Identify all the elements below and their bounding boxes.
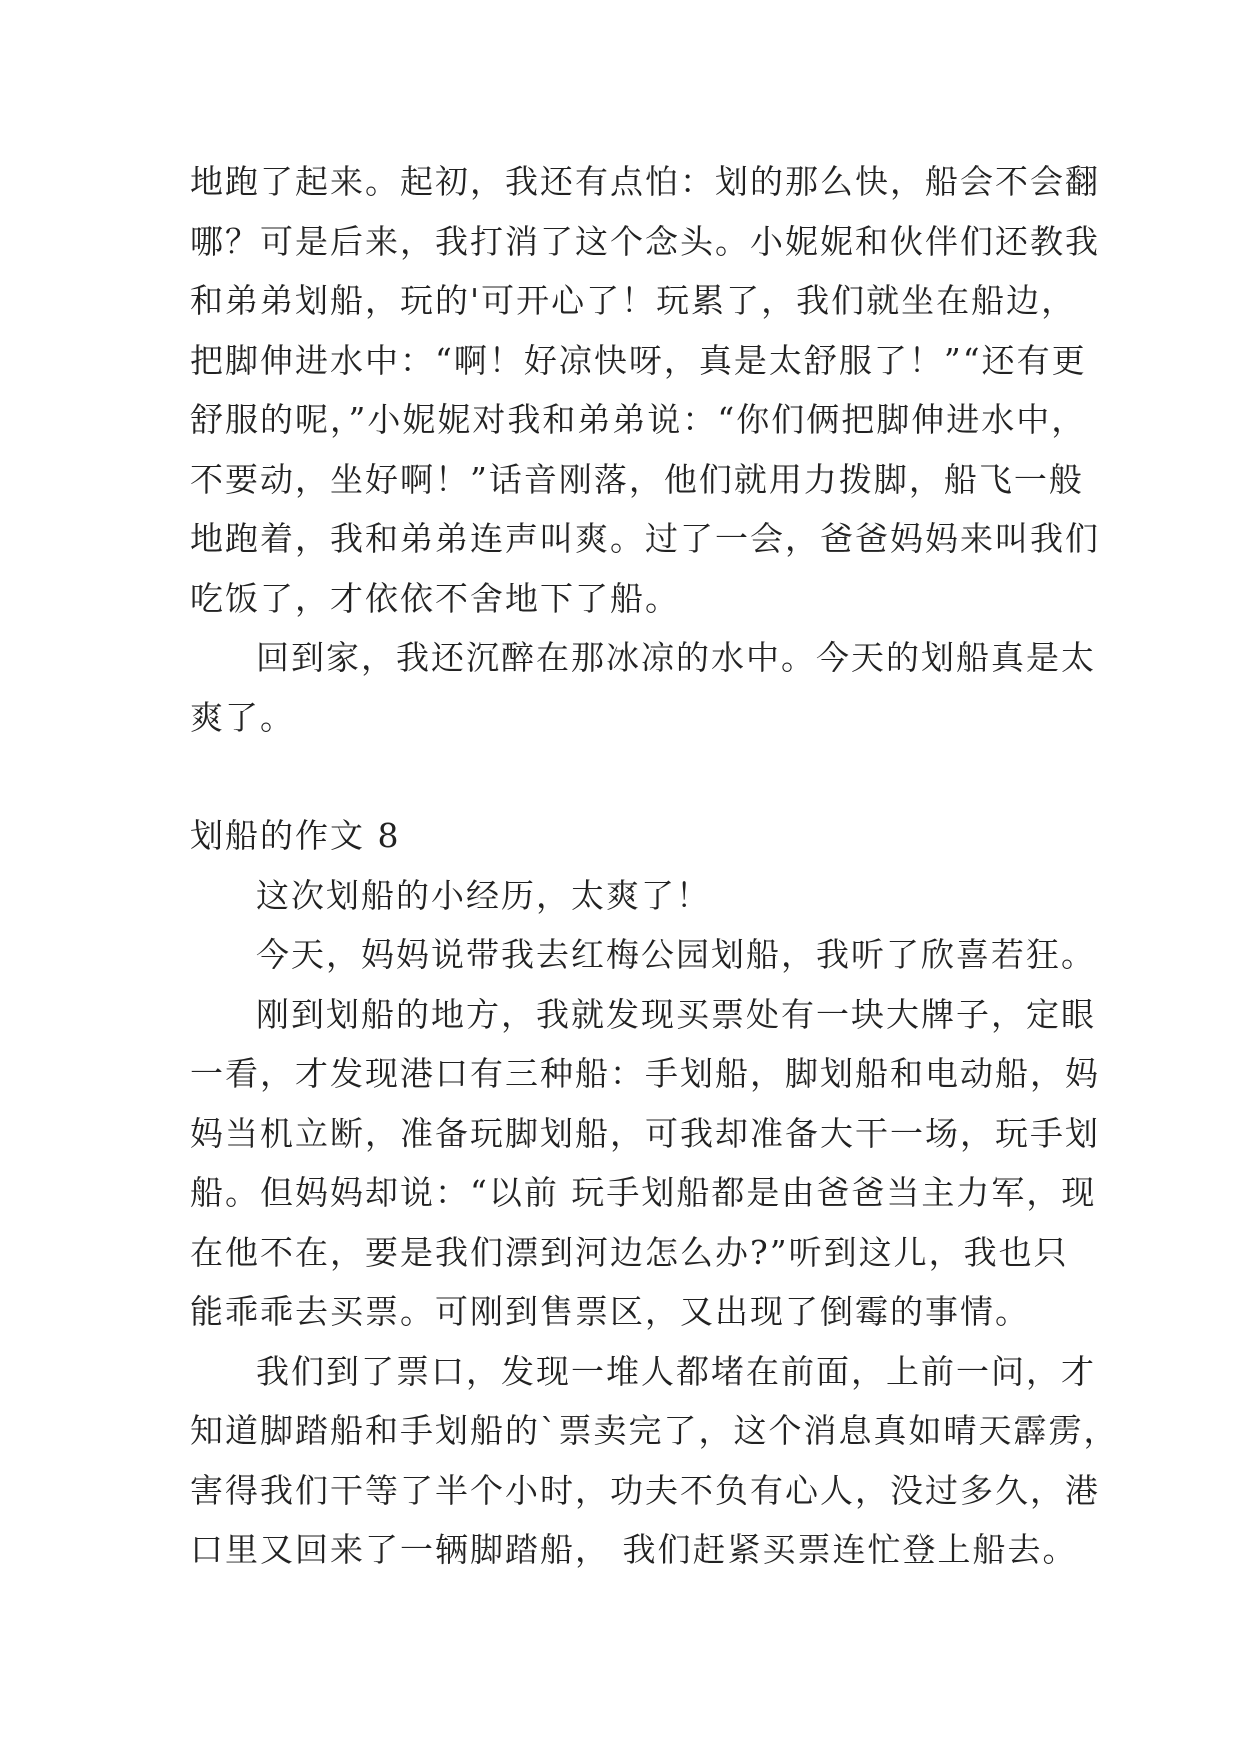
text-line: 吃饭了，才依依不舍地下了船。 — [190, 578, 680, 618]
text-line: 哪？可是后来，我打消了这个念头。小妮妮和伙伴们还教我 — [190, 221, 1100, 261]
text-line: 害得我们干等了半个小时，功夫不负有心人，没过多久，港 — [190, 1470, 1100, 1510]
text-line: 地跑着，我和弟弟连声叫爽。过了一会，爸爸妈妈来叫我们 — [190, 519, 1100, 558]
document-body — [190, 152, 1119, 1580]
paragraph-continued — [190, 152, 1100, 628]
text-line: 刚到划船的地方，我就发现买票处有一块大牌子，定眼 — [256, 994, 1096, 1034]
section-title: 划船的作文 8 — [190, 816, 401, 855]
text-line: 能乖乖去买票。可刚到售票区，又出现了倒霉的事情。 — [190, 1292, 1030, 1331]
text-line: 口里又回来了一辆脚踏船， 我们赶紧买票连忙登上船去。 — [190, 1530, 1078, 1569]
text-line: 船。但妈妈却说：“以前 玩手划船都是由爸爸当主力军，现 — [190, 1173, 1097, 1212]
paragraph-closing — [190, 628, 1096, 747]
paragraph-ticket-window — [190, 1342, 1119, 1580]
paragraph-today: 今天，妈妈说带我去红梅公园划船，我听了欣喜若狂。 — [256, 935, 1096, 974]
text-line: 地跑了起来。起初，我还有点怕：划的那么快，船会不会翻 — [190, 162, 1100, 201]
text-line: 不要动，坐好啊！”话音刚落，他们就用力拨脚，船飞一般 — [190, 459, 1084, 499]
text-line: 我们到了票口，发现一堆人都堵在前面，上前一问，才 — [256, 1351, 1096, 1391]
text-line: 在他不在，要是我们漂到河边怎么办?”听到这儿，我也只 — [190, 1232, 1069, 1272]
text-line: 回到家，我还沉醉在那冰凉的水中。今天的划船真是太 — [256, 638, 1096, 677]
section-spacer — [190, 747, 1058, 806]
paragraph-intro: 这次划船的小经历，太爽了！ — [256, 875, 711, 915]
text-line: 舒服的呢，”小妮妮对我和弟弟说：“你们俩把脚伸进水中， — [190, 400, 1087, 439]
text-line: 知道脚踏船和手划船的`票卖完了，这个消息真如晴天霹雳， — [190, 1411, 1119, 1450]
text-line: 爽了。 — [190, 697, 295, 737]
text-line: 把脚伸进水中：“啊！好凉快呀，真是太舒服了！”“还有更 — [190, 340, 1087, 380]
text-line: 一看，才发现港口有三种船：手划船，脚划船和电动船，妈 — [190, 1054, 1100, 1093]
paragraph-ticket-sign — [190, 985, 1100, 1342]
text-line: 和弟弟划船，玩的'可开心了！玩累了，我们就坐在船边， — [190, 281, 1077, 320]
text-line: 妈当机立断，准备玩脚划船，可我却准备大干一场，玩手划 — [190, 1113, 1100, 1153]
